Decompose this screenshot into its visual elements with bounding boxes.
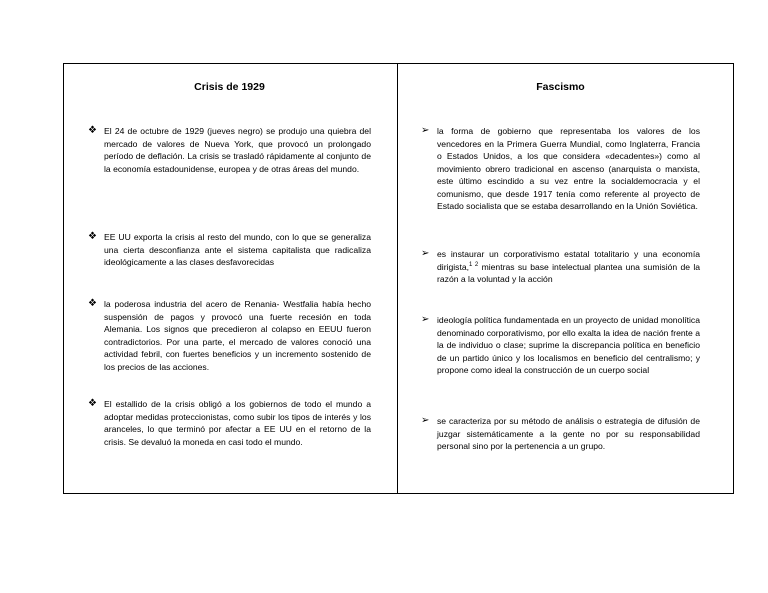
comparison-table bbox=[63, 63, 734, 494]
crisis-item-text: El estallido de la crisis obligó a los gobiernos de todo el mundo a adoptar medidas proteccionistas, como subir los tipos de interés y los aranceles, lo que terminó por afectar a EE UU en el retorno de la crisis. Se devaluó la moneda en casi todo el mundo. bbox=[104, 399, 371, 447]
footnote-reference: 1 2 bbox=[469, 261, 479, 268]
crisis-item-text: la poderosa industria del acero de Renania- Westfalia había hecho suspensión de pagos y provocó una fuerte recesión en toda Alemania. Los signos que precedieron al colapso en EEUU fueron contradictorios. Por una parte, el mercado de valores conoció una actividad febril, con fuertes beneficios y un incremento sostenido de los precios de las acciones. bbox=[104, 299, 371, 372]
crisis-item-text: El 24 de octubre de 1929 (jueves negro) se produjo una quiebra del mercado de valores de Nueva York, que provocó un prolongado período de deflación. La crisis se trasladó rápidamente al conjunto de la economía estadounidense, europea y de otras áreas del mundo. bbox=[104, 126, 371, 174]
crisis-item bbox=[88, 231, 371, 269]
fascismo-item-text bbox=[437, 248, 700, 286]
arrowhead-bullet-icon: ➢ bbox=[421, 125, 430, 136]
crisis-item bbox=[88, 125, 371, 175]
crisis-column-title: Crisis de 1929 bbox=[194, 81, 265, 93]
fascismo-item-text: ideología política fundamentada en un proyecto de unidad monolítica denominado corporativismo, por ello exalta la idea de nación frente a la de individuo o clase; suprime la discrepancia política en beneficio de un partido único y los localismos en beneficio del centralismo; y propone como ideal la construcción de un cuerpo social bbox=[437, 315, 700, 375]
crisis-item-text: EE UU exporta la crisis al resto del mundo, con lo que se generaliza una cierta desconfianza ante el sistema capitalista que radicaliza ideológicamente a las clases desfavorecidas bbox=[104, 232, 371, 267]
fascismo-item bbox=[421, 314, 700, 377]
diamond-bullet-icon: ❖ bbox=[88, 125, 97, 136]
crisis-item bbox=[88, 298, 371, 373]
diamond-bullet-icon: ❖ bbox=[88, 298, 97, 309]
fascismo-item-text-part: mientras su base intelectual plantea una sumisión de la razón a la voluntad y la acción bbox=[437, 261, 701, 284]
crisis-item bbox=[88, 398, 371, 448]
fascismo-item bbox=[421, 415, 700, 453]
fascismo-item bbox=[421, 248, 700, 286]
diamond-bullet-icon: ❖ bbox=[88, 398, 97, 409]
fascismo-column-title: Fascismo bbox=[536, 81, 585, 93]
diamond-bullet-icon: ❖ bbox=[88, 231, 97, 242]
fascismo-item bbox=[421, 125, 700, 213]
arrowhead-bullet-icon: ➢ bbox=[421, 415, 430, 426]
arrowhead-bullet-icon: ➢ bbox=[421, 248, 430, 259]
column-divider bbox=[397, 64, 398, 493]
fascismo-item-text: la forma de gobierno que representaba los valores de los vencedores en la Primera Guerra Mundial, como Inglaterra, Francia o Estados Unidos, a los que considera «decadentes») como al movimiento obrero tradicional en ascenso (anarquista o marxista, este último escindido a su vez entre la socialdemocracia y el comunismo, que desde 1917 tenía como referente al proyecto de Estado socialista que se estaba desarrollando en la Unión Soviética. bbox=[437, 126, 700, 211]
arrowhead-bullet-icon: ➢ bbox=[421, 314, 430, 325]
fascismo-item-text-part: es instaurar un corporativismo estatal totalitario y una economía dirigista, bbox=[437, 249, 700, 272]
fascismo-item-text: se caracteriza por su método de análisis o estrategia de difusión de juzgar sistemáticamente a la gente no por su responsabilidad personal sino por la pertenencia a un grupo. bbox=[437, 416, 700, 451]
